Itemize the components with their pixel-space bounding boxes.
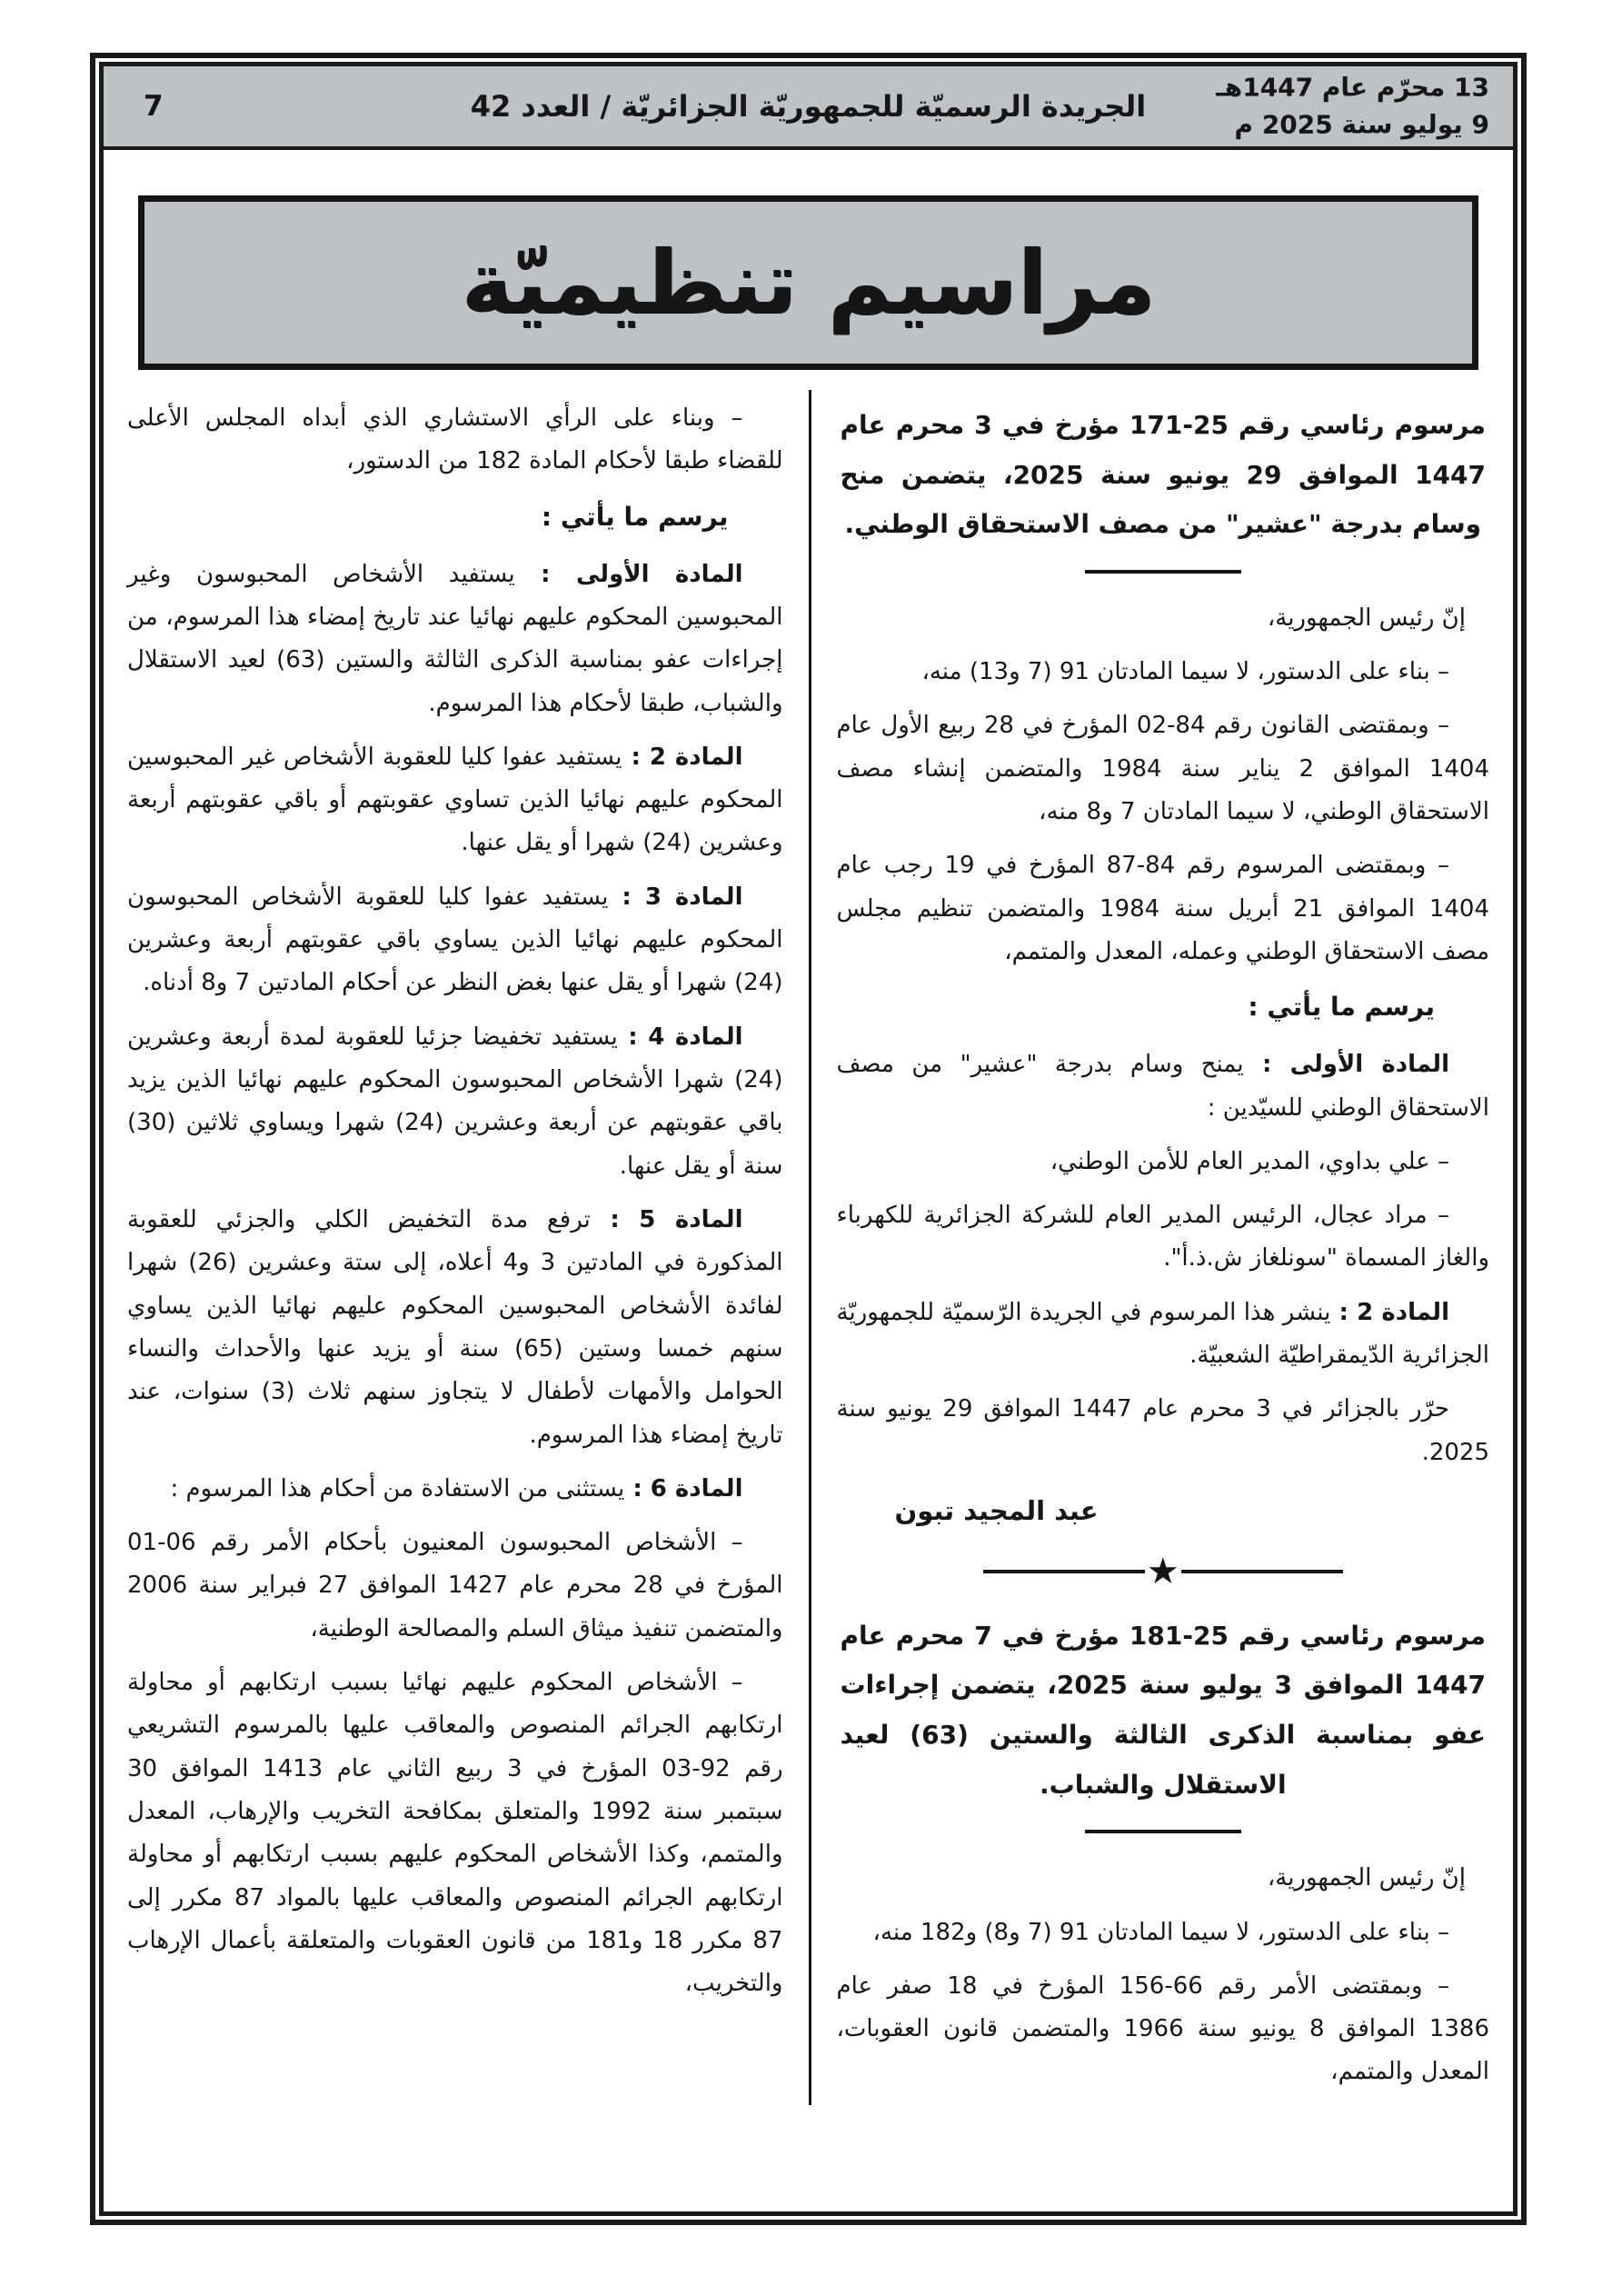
- article: [837, 1292, 1490, 1378]
- article-number: المادة 3 :: [608, 883, 743, 911]
- article-text: يستثنى من الاستفادة من أحكام هذا المرسوم :: [170, 1474, 625, 1502]
- visa-clause: – وبناء على الرأي الاستشاري الذي أبداه المجلس الأعلى للقضاء طبقا لأحكام المادة 182 من الدستور،: [127, 404, 783, 475]
- visa-clause: – وبمقتضى المرسوم رقم 84‏-‏87 المؤرخ في 19 رجب عام 1404 الموافق 21 أبريل سنة 1984 والمتضمن تنظيم مجلس مصف الاستحقاق الوطني وعمله، المعدل والمتمم،: [836, 852, 1489, 965]
- article-text: يمنح وسام بدرجة "عشير" من مصف الاستحقاق الوطني للسيّدين :: [836, 1051, 1489, 1122]
- article-number: المادة 2 :: [1330, 1298, 1449, 1326]
- article-number: المادة 5 :: [590, 1205, 743, 1233]
- column-right: [809, 390, 1505, 2105]
- article-text: يستفيد عفوا كليا للعقوبة الأشخاص غير المحبوسين المحكوم عليهم نهائيا الذين تساوي عقوبتهم أو باقي عقوبتهم أربعة وعشرين (24) شهرا أو يقل عنها.: [127, 743, 783, 857]
- separator-bar: [983, 1570, 1145, 1573]
- exclusion-item: – الأشخاص المحبوسون المعنيون بأحكام الأمر رقم 06‏-‏01 المؤرخ في 28 محرم عام 1427 الموافق 27 فبراير سنة 2006 والمتضمن تنفيذ ميثاق السلم والمصالحة الوطنية،: [127, 1529, 783, 1642]
- decree-title-1: مرسوم رئاسي رقم 25‏-‏171 مؤرخ في 3 محرم عام 1447 الموافق 29 يونيو سنة 2025، يتضمن منح وسام بدرجة "عشير" من مصف الاستحقاق الوطني.: [840, 410, 1486, 540]
- separator-line: [1085, 1830, 1241, 1833]
- paragraph: إنّ رئيس الجمهورية،: [1267, 1864, 1466, 1892]
- article-number: المادة الأولى :: [1243, 1051, 1449, 1079]
- date-gregorian: 9 يوليو سنة 2025 م: [1234, 109, 1489, 139]
- decree-title-2: مرسوم رئاسي رقم 25‏-‏181 مؤرخ في 7 محرم عام 1447 الموافق 3 يوليو سنة 2025، يتضمن إجراءات عفو بمناسبة الذكرى الثالثة والستين (63) لعيد الاستقلال والشباب.: [840, 1620, 1486, 1800]
- paragraph: إنّ رئيس الجمهورية،: [1267, 604, 1466, 632]
- masthead: [104, 66, 1513, 150]
- section-banner-title: مراسيم تنظيميّة: [461, 232, 1156, 334]
- enacting-formula: يرسم ما يأتي :: [541, 501, 729, 532]
- article: [837, 1043, 1490, 1130]
- exclusion-item: – الأشخاص المحكوم عليهم نهائيا بسبب ارتكابهم أو محاولة ارتكابهم الجرائم المنصوص والمعاقب عليها بالمرسوم التشريعي رقم 92‏-‏03 المؤرخ في 3 ربيع الثاني عام 1413 الموافق 30 سبتمبر سنة 1992 والمتعلق بمكافحة التخريب والإرهاب، المعدل والمتمم، وكذا الأشخاص المحكوم عليهم بسبب ارتكابهم أو محاولة ارتكابهم الجرائم المنصوص والمعاقب عليها بالمواد 87 مكرر إلى 87 مكرر 18 و181 من قانون العقوبات والمتعلقة بأعمال الإرهاب والتخريب،: [127, 1669, 783, 1998]
- article-number: المادة 2 :: [622, 743, 743, 771]
- list-item: – مراد عجال، الرئيس المدير العام للشركة الجزائرية للكهرباء والغاز المسماة "سونلغاز ش.ذ.أ".: [836, 1202, 1489, 1273]
- dateline: حرّر بالجزائر في 3 محرم عام 1447 الموافق 29 يونيو سنة 2025.: [836, 1395, 1489, 1466]
- visa-clause: – وبمقتضى الأمر رقم 66‏-‏156 المؤرخ في 18 صفر عام 1386 الموافق 8 يونيو سنة 1966 والمتضمن قانون العقوبات، المعدل والمتمم،: [836, 1972, 1490, 2086]
- article: [127, 736, 783, 865]
- column-left: [113, 390, 809, 2105]
- masthead-dates: [1216, 69, 1489, 143]
- visa-clause: – بناء على الدستور، لا سيما المادتان 91 (7 و13) منه،: [921, 658, 1449, 686]
- text-columns: [104, 390, 1513, 2105]
- article: [127, 1468, 783, 1511]
- gazette-title: الجريدة الرسميّة للجمهوريّة الجزائريّة / العدد 42: [470, 89, 1147, 124]
- star-separator: [837, 1550, 1490, 1592]
- article-text: ترفع مدة التخفيض الكلي والجزئي للعقوبة المذكورة في المادتين 3 و4 أعلاه، إلى ستة وعشرين (26) شهرا لفائدة الأشخاص المحبوسين المحكوم عليهم نهائيا الذين يساوي سنهم خمسا وستين (65) سنة أو يزيد عنها والأحداث والنساء الحوامل والأمهات لأطفال لا يتجاوز سنهم ثلاث (3) سنوات، عند تاريخ إمضاء هذا المرسوم.: [127, 1205, 783, 1449]
- article-text: ينشر هذا المرسوم في الجريدة الرّسميّة للجمهوريّة الجزائرية الدّيمقراطيّة الشعبيّة.: [836, 1298, 1489, 1370]
- list-item: – علي بداوي، المدير العام للأمن الوطني،: [1050, 1147, 1449, 1175]
- page-inner-frame: [99, 62, 1518, 2216]
- enacting-formula: يرسم ما يأتي :: [1248, 992, 1435, 1023]
- page-number: 7: [144, 90, 164, 123]
- article: [127, 554, 783, 725]
- separator-line: [1085, 570, 1241, 574]
- article-number: المادة 4 :: [617, 1023, 743, 1051]
- article: [127, 876, 783, 1005]
- article: [127, 1199, 783, 1457]
- article-text: يستفيد تخفيضا جزئيا للعقوبة لمدة أربعة وعشرين (24) شهرا الأشخاص المحبوسون المحكوم عليهم نهائيا الذين يزيد باقي عقوبتهم عن أربعة وعشرين (24) شهرا ويساوي ثلاثين (30) سنة أو يقل عنها.: [127, 1023, 783, 1180]
- article-text: يستفيد عفوا كليا للعقوبة الأشخاص المحبوسون المحكوم عليهم نهائيا الذين يساوي باقي عقوبتهم أربعة وعشرين (24) شهرا أو يقل عنها بغض النظر عن أحكام المادتين 7 و8 أدناه.: [127, 883, 783, 997]
- visa-clause: – بناء على الدستور، لا سيما المادتان 91 (7 و8) و182 منه،: [872, 1918, 1449, 1946]
- section-banner: [138, 195, 1478, 370]
- article-number: المادة الأولى :: [514, 560, 743, 588]
- signature: عبد المجيد تبون: [894, 1495, 1099, 1527]
- star-icon: ★: [1146, 1550, 1179, 1592]
- separator-bar: [1181, 1570, 1343, 1573]
- date-hijri: 13 محرّم عام 1447هـ: [1216, 72, 1489, 103]
- article: [127, 1016, 783, 1188]
- visa-clause: – وبمقتضى القانون رقم 84‏-‏02 المؤرخ في 28 ربيع الأول عام 1404 الموافق 2 يناير سنة 1984 والمتضمن إنشاء مصف الاستحقاق الوطني، لا سيما المادتان 7 و8 منه،: [836, 712, 1490, 826]
- page-frame: [90, 53, 1527, 2225]
- article-number: المادة 6 :: [624, 1474, 743, 1502]
- article-text: يستفيد الأشخاص المحبوسون وغير المحبوسين المحكوم عليهم نهائيا عند تاريخ إمضاء هذا المرسوم، من إجراءات عفو بمناسبة الذكرى الثالثة والستين (63) لعيد الاستقلال والشباب، طبقا لأحكام هذا المرسوم.: [127, 560, 783, 717]
